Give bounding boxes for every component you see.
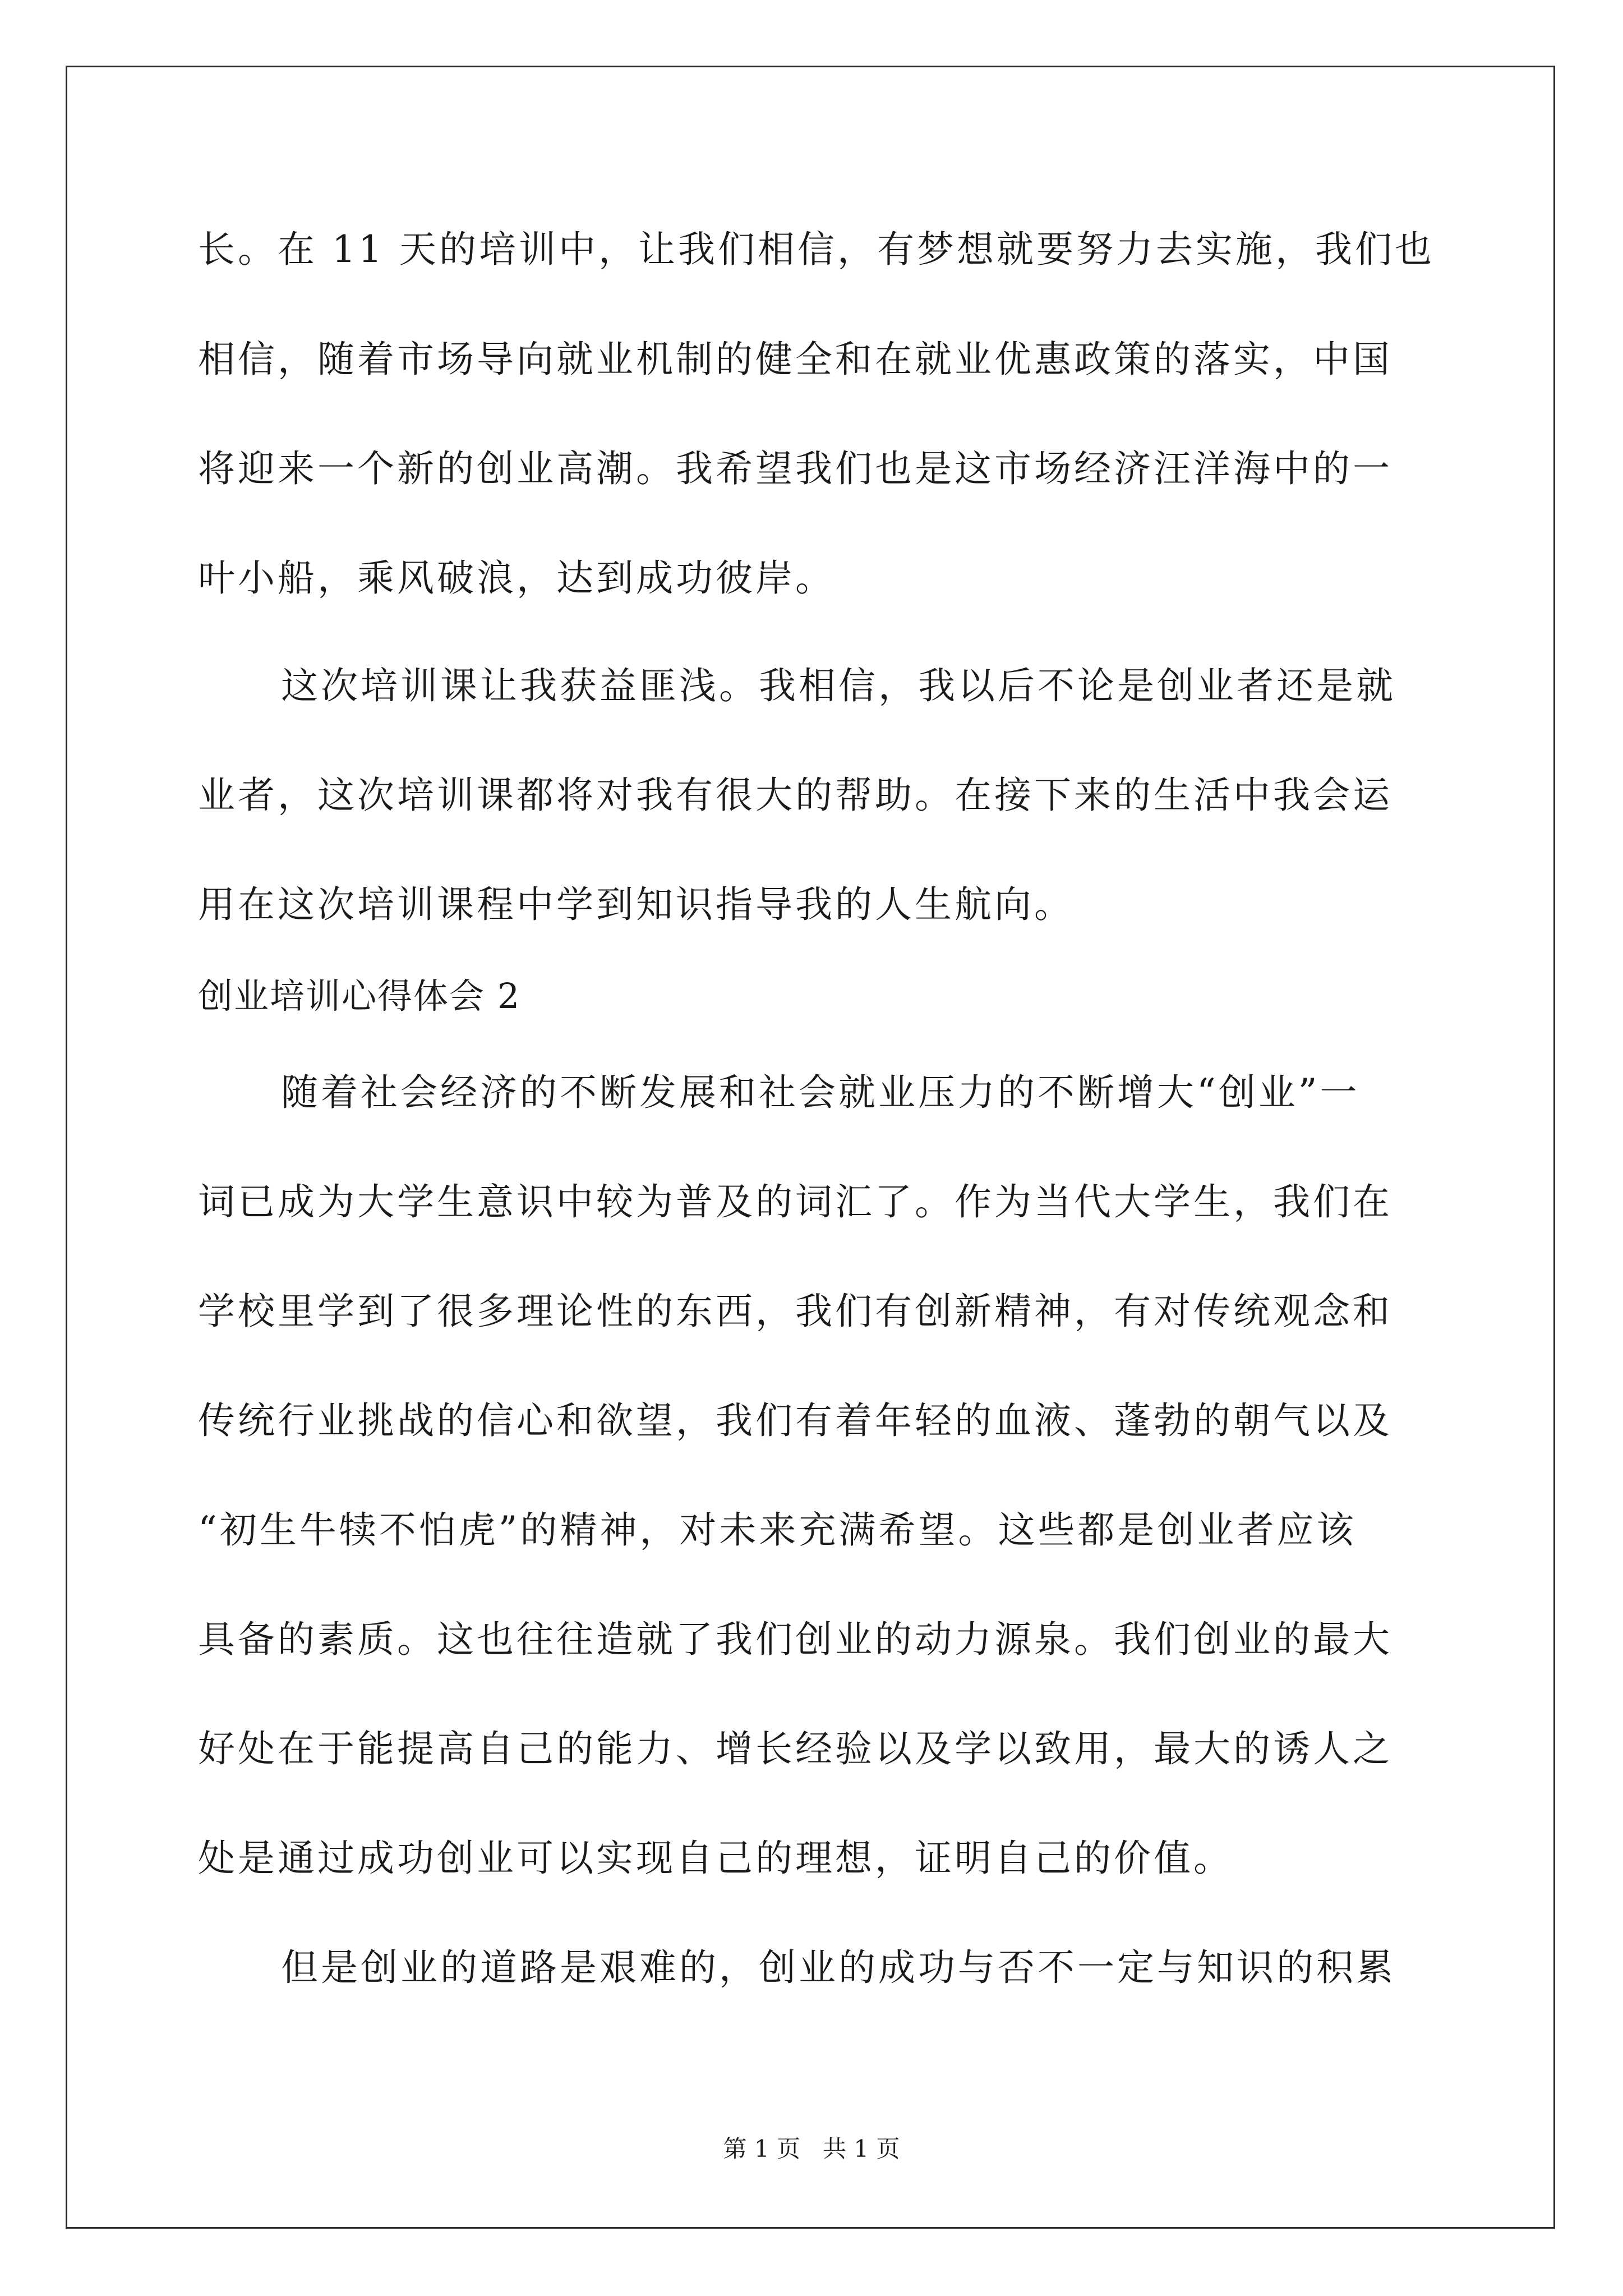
body-text-line: 业者，这次培训课都将对我有很大的帮助。在接下来的生活中我会运 xyxy=(198,774,1393,817)
body-text-line: 学校里学到了很多理论性的东西，我们有创新精神，有对传统观念和 xyxy=(198,1290,1393,1333)
body-text-line: 相信，随着市场导向就业机制的健全和在就业优惠政策的落实，中国 xyxy=(198,338,1393,381)
body-text-line: 好处在于能提高自己的能力、增长经验以及学以致用，最大的诱人之 xyxy=(198,1727,1393,1770)
body-text-line: “初生牛犊不怕虎”的精神，对未来充满希望。这些都是创业者应该 xyxy=(198,1508,1357,1552)
body-text-line: 用在这次培训课程中学到知识指导我的人生航向。 xyxy=(198,883,1074,926)
body-text-line: 词已成为大学生意识中较为普及的词汇了。作为当代大学生，我们在 xyxy=(198,1180,1393,1223)
section-heading: 创业培训心得体会 2 xyxy=(198,976,521,1016)
page-number-footer: 第 1 页 共 1 页 xyxy=(723,2135,900,2162)
body-text-line: 但是创业的道路是艰难的，创业的成功与否不一定与知识的积累 xyxy=(281,1946,1396,1989)
body-text-line: 将迎来一个新的创业高潮。我希望我们也是这市场经济汪洋海中的一 xyxy=(198,447,1393,490)
body-text-line: 长。在 11 天的培训中，让我们相信，有梦想就要努力去实施，我们也 xyxy=(198,228,1435,271)
page-border xyxy=(66,66,1555,2229)
body-text-line: 随着社会经济的不断发展和社会就业压力的不断增大“创业”一 xyxy=(281,1071,1360,1114)
body-text-line: 处是通过成功创业可以实现自己的理想，证明自己的价值。 xyxy=(198,1837,1233,1880)
body-text-line: 传统行业挑战的信心和欲望，我们有着年轻的血液、蓬勃的朝气以及 xyxy=(198,1399,1393,1442)
body-text-line: 叶小船，乘风破浪，达到成功彼岸。 xyxy=(198,556,835,600)
body-text-line: 具备的素质。这也往往造就了我们创业的动力源泉。我们创业的最大 xyxy=(198,1618,1393,1661)
body-text-line: 这次培训课让我获益匪浅。我相信，我以后不论是创业者还是就 xyxy=(281,664,1396,707)
